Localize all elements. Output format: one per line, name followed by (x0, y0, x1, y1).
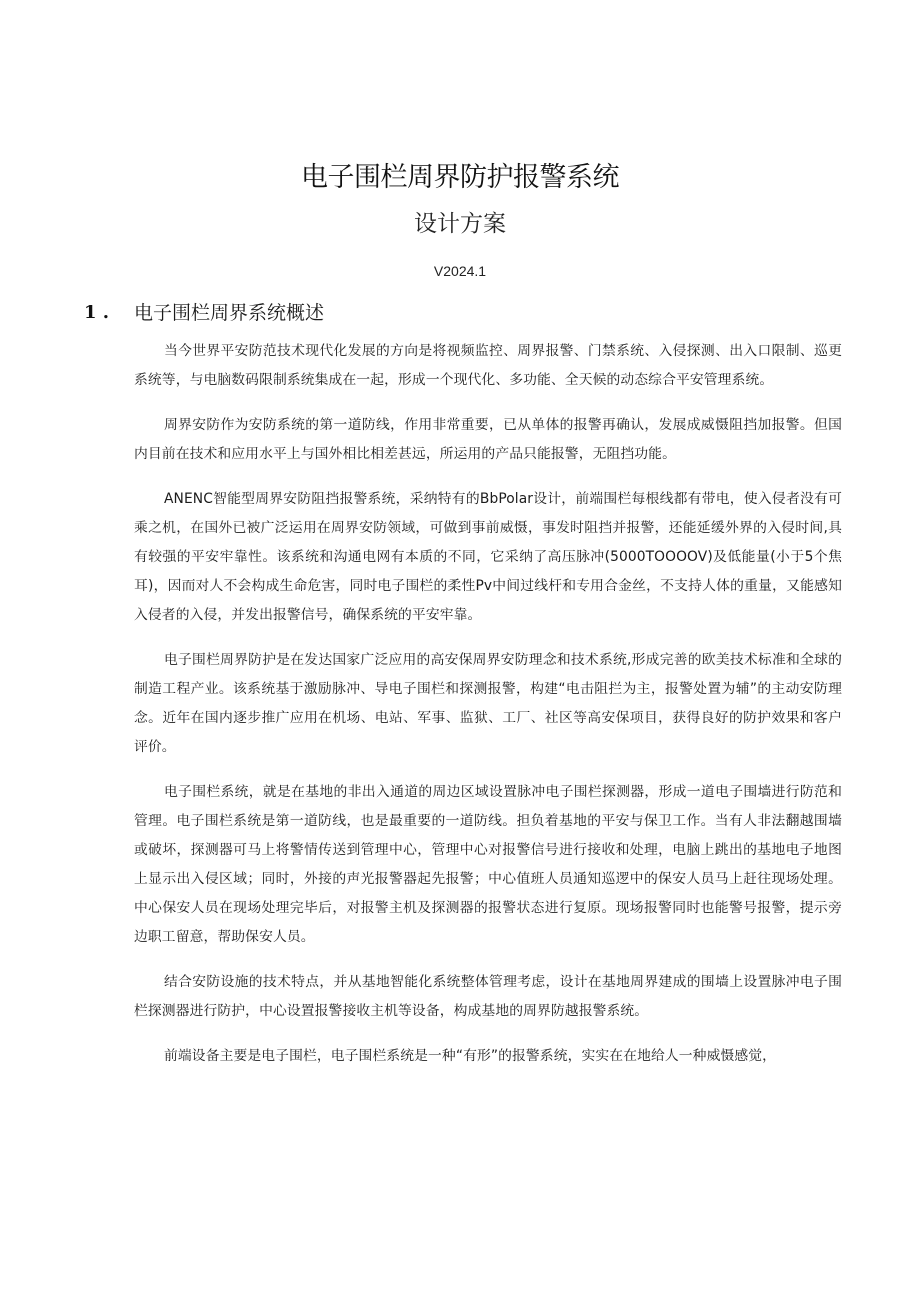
section-number: 1 . (84, 302, 110, 323)
document-version: V2024.1 (433, 263, 487, 279)
paragraph-front-end: 前端设备主要是电子围栏，电子围栏系统是一种“有形”的报警系统，实实在在地给人一种威慑感觉， (164, 1048, 777, 1064)
section-heading (84, 298, 844, 328)
paragraph-design-plan: 结合安防设施的技术特点，并从基地智能化系统整体管理考虑，设计在基地周界建成的围墙上设置脉冲电子围栏探测器进行防护，中心设置报警接收主机等设备，构成基地的周界防越报警系统。 (134, 974, 842, 1019)
document-subtitle: 设计方案 (414, 211, 506, 237)
paragraph-fence-operation: 电子围栏系统，就是在基地的非出入通道的周边区域设置脉冲电子围栏探测器，形成一道电子围墙进行防范和管理。电子围栏系统是第一道防线，也是最重要的一道防线。担负着基地的平安与保卫工作。当有人非法翻越围墙或破坏，探测器可马上将警情传送到管理中心，管理中心对报警信号进行接收和处理，电脑上跳出的基地电子地图上显示出入侵区域；同时，外接的声光报警器起先报警；中心值班人员通知巡逻中的保安人员马上赶往现场处理。中心保安人员在现场处理完毕后，对报警主机及探测器的报警状态进行复原。现场报警同时也能警号报警，提示旁边职工留意，帮助保安人员。 (134, 784, 842, 945)
section-body (134, 337, 842, 1087)
document-title: 电子围栏周界防护报警系统 (301, 162, 619, 193)
paragraph-fence-concept: 电子围栏周界防护是在发达国家广泛应用的高安保周界安防理念和技术系统,形成完善的欧美技术标准和全球的制造工程产业。该系统基于激励脉冲、导电子围栏和探测报警，构建“电击阻拦为主，报警处置为辅”的主动安防理念。近年在国内逐步推广应用在机场、电站、军事、监狱、工厂、社区等高安保项目，获得良好的防护效果和客户评价。 (134, 652, 842, 755)
section-title: 电子围栏周界系统概述 (134, 302, 325, 324)
paragraph-overview: 当今世界平安防范技术现代化发展的方向是将视频监控、周界报警、门禁系统、入侵探测、出入口限制、巡更系统等，与电脑数码限制系统集成在一起，形成一个现代化、多功能、全天候的动态综合平安管理系统。 (134, 343, 842, 388)
paragraph-anenc-system: ANENC智能型周界安防阻挡报警系统，采纳特有的BbPolar设计，前端围栏每根线都有带电，使入侵者没有可乘之机，在国外已被广泛运用在周界安防领域，可做到事前威慑，事发时阻挡并报警，还能延缓外界的入侵时间,具有较强的平安牢靠性。该系统和沟通电网有本质的不同，它采纳了高压脉冲(5000TOOOOV)及低能量(小于5个焦耳)，因而对人不会构成生命危害，同时电子围栏的柔性Pv中间过线杆和专用合金丝，不支持人体的重量，又能感知入侵者的入侵，并发出报警信号，确保系统的平安牢靠。 (134, 491, 842, 623)
paragraph-perimeter-role: 周界安防作为安防系统的第一道防线，作用非常重要，已从单体的报警再确认，发展成威慑阻挡加报警。但国内目前在技术和应用水平上与国外相比相差甚远，所运用的产品只能报警，无阻挡功能。 (134, 417, 842, 462)
